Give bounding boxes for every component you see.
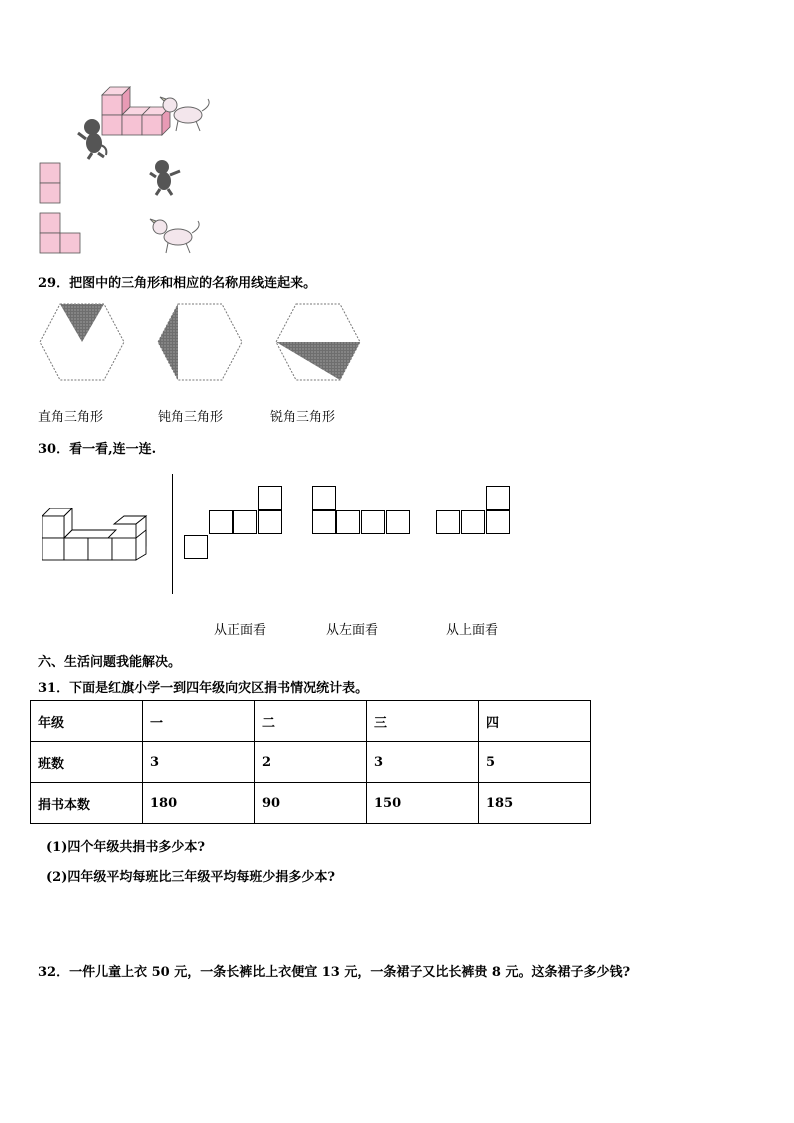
label-obtuse-triangle: 钝角三角形 bbox=[158, 410, 224, 425]
view-option-l-shape bbox=[40, 213, 80, 253]
table-cell: 三 bbox=[367, 701, 479, 742]
section6-title: 六、生活问题我能解决。 bbox=[38, 655, 182, 670]
label-front-view: 从正面看 bbox=[214, 623, 267, 638]
table-cell: 2 bbox=[255, 742, 367, 783]
q29-title: 29．把图中的三角形和相应的名称用线连起来。 bbox=[38, 276, 317, 291]
view-option-column bbox=[40, 163, 60, 203]
q32-title: 32．一件儿童上衣 50 元，一条长裤比上衣便宜 13 元，一条裙子又比长裤贵 8 元。这条裙子多少钱? bbox=[38, 965, 631, 980]
q31-sub2: (2)四年级平均每班比三年级平均每班少捐多少本? bbox=[46, 870, 335, 885]
table-cell: 150 bbox=[367, 783, 479, 824]
hexagon-right-triangle bbox=[276, 304, 360, 380]
table-row bbox=[31, 701, 591, 742]
hexagon-acute-triangle bbox=[40, 304, 124, 380]
table-row bbox=[31, 742, 591, 783]
monkey-icon bbox=[150, 160, 180, 195]
table-cell: 180 bbox=[143, 783, 255, 824]
q31-title: 31．下面是红旗小学一到四年级向灾区捐书情况统计表。 bbox=[38, 681, 369, 696]
cube-observation-figure bbox=[30, 75, 230, 260]
divider-line bbox=[172, 474, 173, 594]
table-cell: 3 bbox=[143, 742, 255, 783]
table-cell: 班数 bbox=[31, 742, 143, 783]
label-acute-triangle: 锐角三角形 bbox=[270, 410, 336, 425]
table-cell: 四 bbox=[479, 701, 591, 742]
table-row bbox=[31, 783, 591, 824]
table-cell: 90 bbox=[255, 783, 367, 824]
table-cell: 年级 bbox=[31, 701, 143, 742]
dog-icon bbox=[150, 219, 199, 253]
donation-table bbox=[30, 700, 591, 824]
table-cell: 一 bbox=[143, 701, 255, 742]
table-cell: 5 bbox=[479, 742, 591, 783]
cube-row-figure bbox=[42, 508, 154, 563]
label-right-triangle: 直角三角形 bbox=[38, 410, 104, 425]
label-top-view: 从上面看 bbox=[446, 623, 499, 638]
triangle-hexagons bbox=[38, 300, 368, 385]
table-cell: 二 bbox=[255, 701, 367, 742]
q30-title: 30．看一看,连一连. bbox=[38, 442, 157, 457]
hexagon-obtuse-triangle bbox=[158, 304, 242, 380]
q31-sub1: (1)四个年级共捐书多少本? bbox=[46, 840, 205, 855]
table-cell: 3 bbox=[367, 742, 479, 783]
table-cell: 185 bbox=[479, 783, 591, 824]
pink-cube-stack bbox=[102, 87, 170, 135]
table-cell: 捐书本数 bbox=[31, 783, 143, 824]
label-left-view: 从左面看 bbox=[326, 623, 379, 638]
